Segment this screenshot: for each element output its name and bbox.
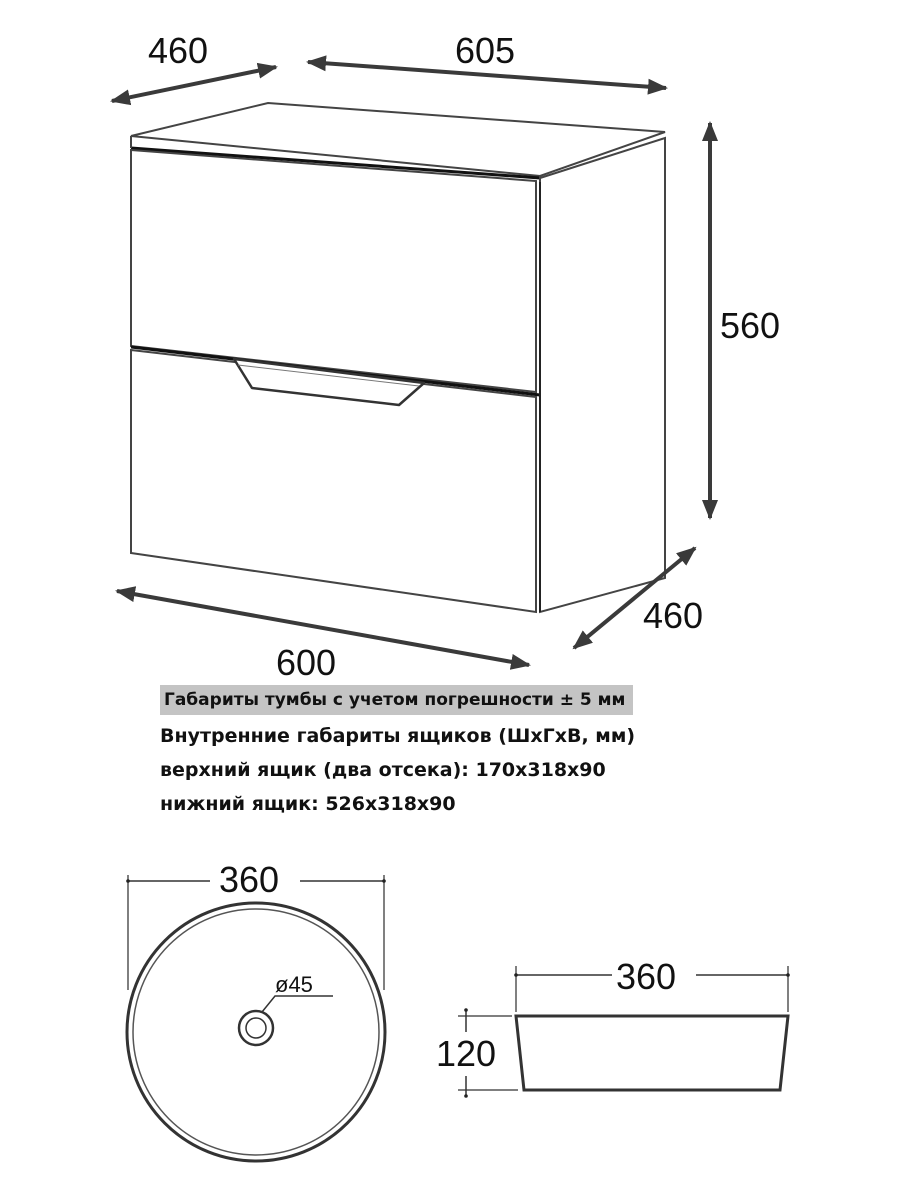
basin-side-width-label: 360 xyxy=(616,956,677,997)
upper-drawer-dimensions: верхний ящик (два отсека): 170х318х90 xyxy=(160,759,606,781)
upper-drawer-front xyxy=(131,150,536,392)
dim-width-bottom: 600 xyxy=(276,642,337,683)
dim-width-top: 605 xyxy=(455,30,516,71)
tolerance-note: Габариты тумбы с учетом погрешности ± 5 мм xyxy=(160,685,633,715)
dim-height: 560 xyxy=(720,305,781,346)
lower-drawer-dimensions: нижний ящик: 526х318х90 xyxy=(160,793,456,815)
drain-leader-line xyxy=(262,996,333,1012)
basin-rim-inner xyxy=(133,909,379,1155)
drawers-heading: Внутренние габариты ящиков (ШхГхВ, мм) xyxy=(160,725,636,747)
basin-rim-outer xyxy=(127,903,385,1161)
drain-hole xyxy=(239,1011,273,1045)
dim-depth-bottom: 460 xyxy=(643,595,704,636)
cabinet-side-panel xyxy=(540,138,665,612)
specification-notes xyxy=(160,685,635,821)
basin-diameter-label: 360 xyxy=(219,859,280,900)
dim-depth-top: 460 xyxy=(148,30,209,71)
drain-diameter-label: ø45 xyxy=(275,972,313,997)
basin-top-view xyxy=(127,875,385,1161)
basin-height-label: 120 xyxy=(436,1033,497,1074)
basin-profile xyxy=(516,1016,788,1090)
cabinet-drawing xyxy=(131,103,665,612)
